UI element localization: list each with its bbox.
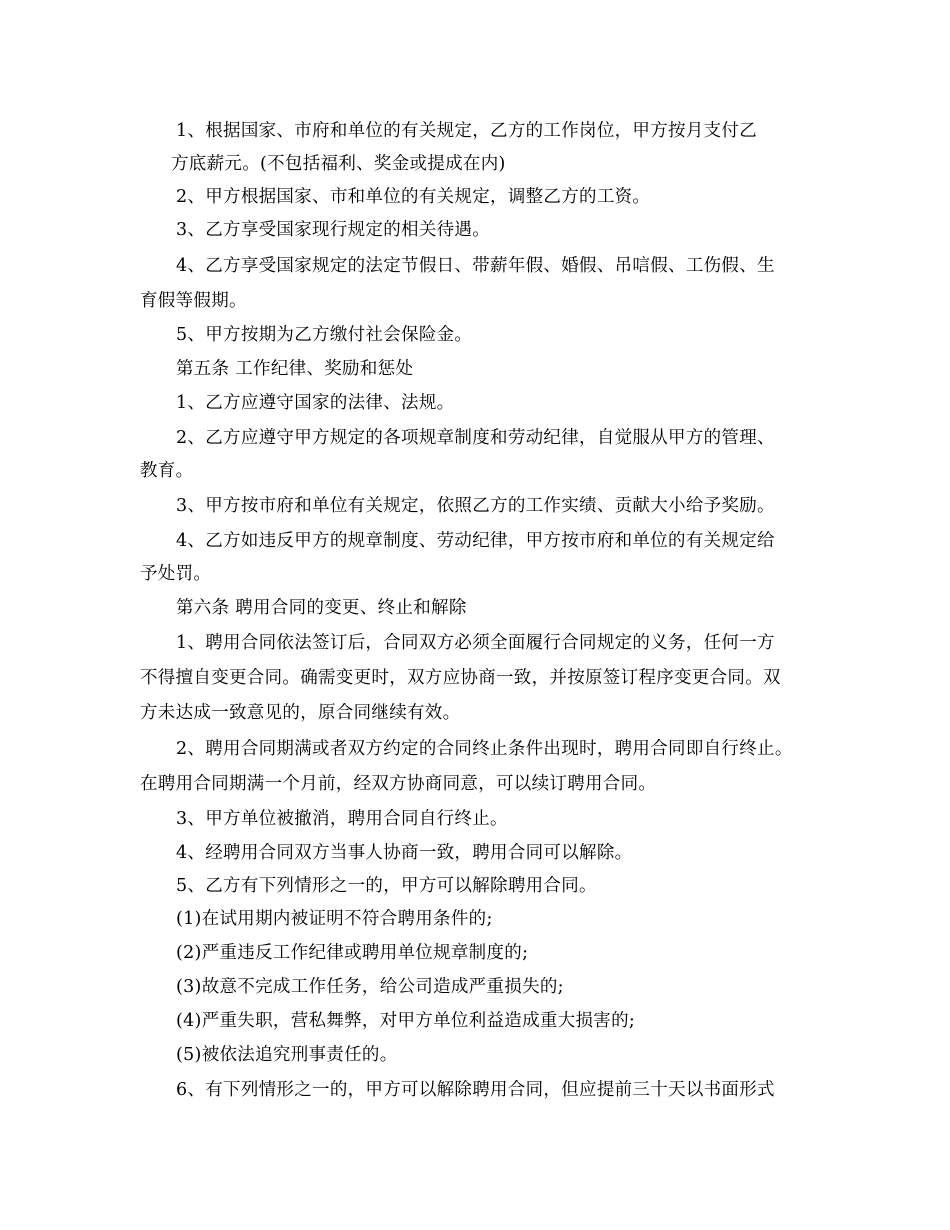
paragraph-line: 4、经聘用合同双方当事人协商一致，聘用合同可以解除。 [176,843,633,863]
paragraph-line: 5、乙方有下列情形之一的，甲方可以解除聘用合同。 [176,876,597,896]
paragraph-line: 方底薪元。(不包括福利、奖金或提成在内) [171,154,506,174]
paragraph-line: 5、甲方按期为乙方缴付社会保险金。 [176,325,473,345]
paragraph-line: 不得擅自变更合同。确需变更时，双方应协商一致，并按原签订程序变更合同。双 [140,668,781,688]
paragraph-line: 2、乙方应遵守甲方规定的各项规章制度和劳动纪律，自觉服从甲方的管理、 [176,428,775,448]
paragraph-line: 1、聘用合同依法签订后，合同双方必须全面履行合同规定的义务，任何一方 [176,633,775,653]
paragraph-line: 育假等假期。 [140,291,247,311]
section-heading: 第六条 聘用合同的变更、终止和解除 [176,598,467,618]
paragraph-line: 2、聘用合同期满或者双方约定的合同终止条件出现时，聘用合同即自行终止。 [176,739,793,759]
paragraph-line: 2、甲方根据国家、市和单位的有关规定，调整乙方的工资。 [176,187,651,207]
list-item: (1)在试用期内被证明不符合聘用条件的; [176,909,493,929]
list-item: (2)严重违反工作纪律或聘用单位规章制度的; [176,943,529,963]
paragraph-line: 3、甲方按市府和单位有关规定，依照乙方的工作实绩、贡献大小给予奖励。 [176,496,775,516]
paragraph-line: 4、乙方如违反甲方的规章制度、劳动纪律，甲方按市府和单位的有关规定给 [176,531,775,551]
list-item: (5)被依法追究刑事责任的。 [176,1045,398,1065]
paragraph-line: 6、有下列情形之一的，甲方可以解除聘用合同，但应提前三十天以书面形式 [176,1080,775,1100]
list-item: (3)故意不完成工作任务，给公司造成严重损失的; [176,977,564,997]
paragraph-line: 4、乙方享受国家规定的法定节假日、带薪年假、婚假、吊唁假、工伤假、生 [176,256,775,276]
paragraph-line: 在聘用合同期满一个月前，经双方协商同意，可以续订聘用合同。 [140,774,657,794]
paragraph-line: 3、甲方单位被撤消，聘用合同自行终止。 [176,809,508,829]
paragraph-line: 1、乙方应遵守国家的法律、法规。 [176,393,455,413]
paragraph-line: 予处罚。 [140,564,212,584]
section-heading: 第五条 工作纪律、奖励和惩处 [176,359,414,379]
list-item: (4)严重失职，营私舞弊，对甲方单位利益造成重大损害的; [176,1011,636,1031]
paragraph-line: 方未达成一致意见的，原合同继续有效。 [140,703,461,723]
paragraph-line: 3、乙方享受国家现行规定的相关待遇。 [176,220,491,240]
paragraph-line: 教育。 [140,461,194,481]
paragraph-line: 1、根据国家、市府和单位的有关规定，乙方的工作岗位，甲方按月支付乙 [176,121,758,141]
